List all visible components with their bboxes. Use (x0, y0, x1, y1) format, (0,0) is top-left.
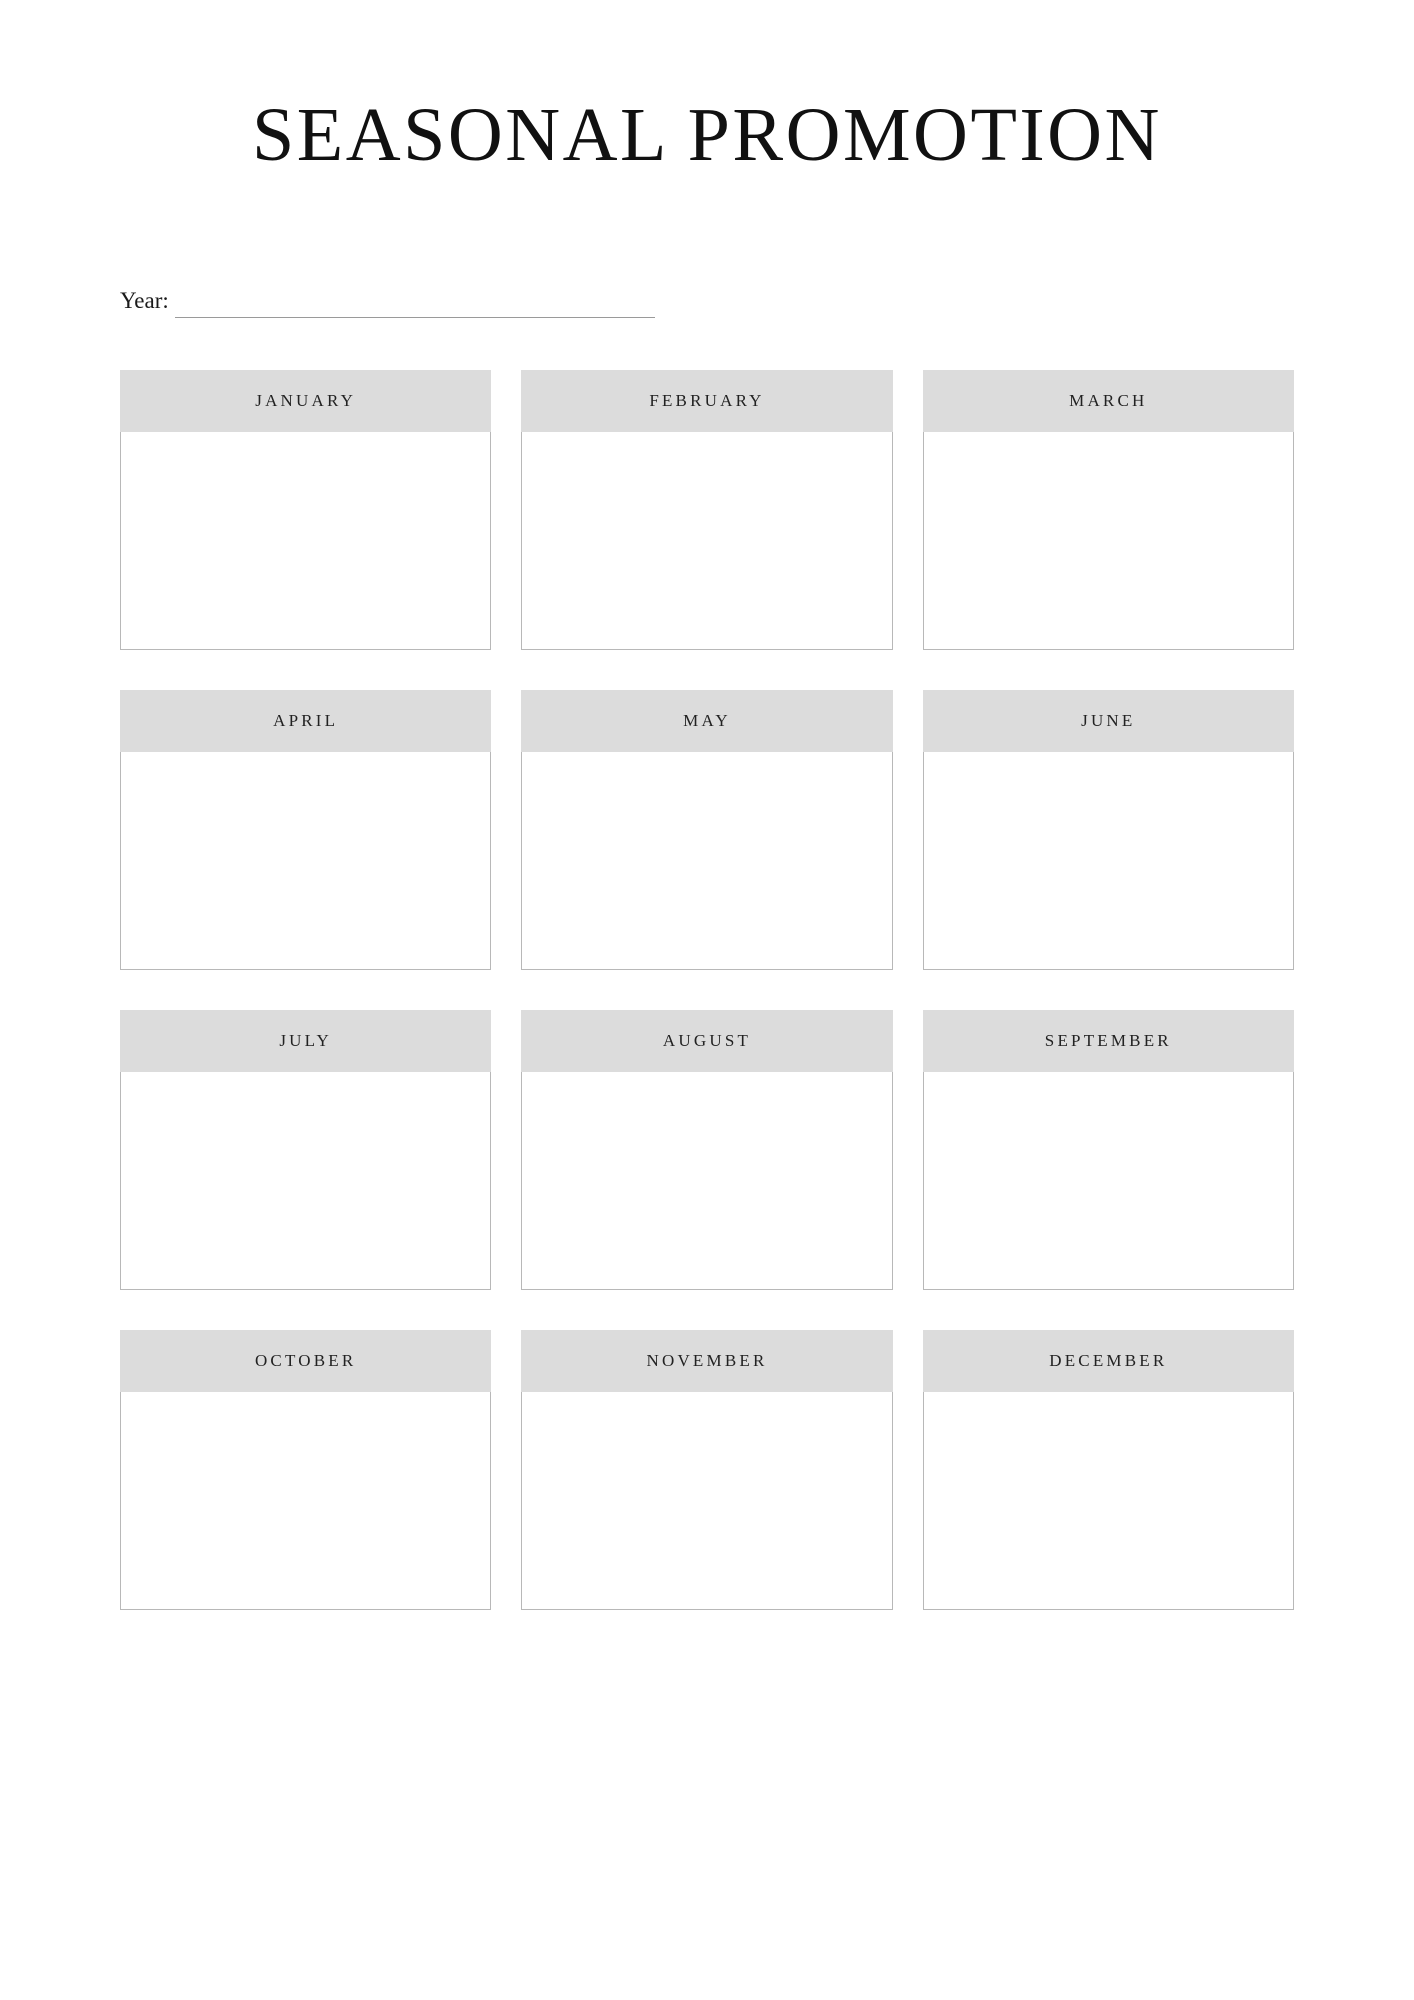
month-card-february (521, 370, 892, 650)
month-notes-february[interactable] (522, 432, 891, 649)
month-notes-september[interactable] (924, 1072, 1293, 1289)
year-input[interactable] (175, 284, 655, 317)
month-body-april[interactable] (120, 752, 491, 970)
month-header-april: APRIL (120, 690, 491, 752)
month-notes-november[interactable] (522, 1392, 891, 1609)
year-label: Year: (120, 287, 169, 313)
month-header-october: OCTOBER (120, 1330, 491, 1392)
month-notes-december[interactable] (924, 1392, 1293, 1609)
month-header-july: JULY (120, 1010, 491, 1072)
month-body-january[interactable] (120, 432, 491, 650)
month-body-august[interactable] (521, 1072, 892, 1290)
month-card-may (521, 690, 892, 970)
month-card-october (120, 1330, 491, 1610)
month-body-july[interactable] (120, 1072, 491, 1290)
month-body-october[interactable] (120, 1392, 491, 1610)
year-input-underline (175, 284, 655, 318)
month-header-february: FEBRUARY (521, 370, 892, 432)
month-card-january (120, 370, 491, 650)
month-notes-march[interactable] (924, 432, 1293, 649)
month-body-may[interactable] (521, 752, 892, 970)
month-card-april (120, 690, 491, 970)
month-card-march (923, 370, 1294, 650)
month-header-may: MAY (521, 690, 892, 752)
month-body-november[interactable] (521, 1392, 892, 1610)
month-notes-april[interactable] (121, 752, 490, 969)
month-card-september (923, 1010, 1294, 1290)
month-notes-august[interactable] (522, 1072, 891, 1289)
month-header-december: DECEMBER (923, 1330, 1294, 1392)
month-header-november: NOVEMBER (521, 1330, 892, 1392)
month-notes-october[interactable] (121, 1392, 490, 1609)
month-notes-june[interactable] (924, 752, 1293, 969)
month-body-september[interactable] (923, 1072, 1294, 1290)
month-body-june[interactable] (923, 752, 1294, 970)
months-grid (120, 370, 1294, 1610)
month-header-january: JANUARY (120, 370, 491, 432)
month-header-september: SEPTEMBER (923, 1010, 1294, 1072)
month-header-march: MARCH (923, 370, 1294, 432)
month-body-december[interactable] (923, 1392, 1294, 1610)
month-header-june: JUNE (923, 690, 1294, 752)
month-card-july (120, 1010, 491, 1290)
month-body-march[interactable] (923, 432, 1294, 650)
month-card-august (521, 1010, 892, 1290)
month-notes-july[interactable] (121, 1072, 490, 1289)
month-card-june (923, 690, 1294, 970)
month-header-august: AUGUST (521, 1010, 892, 1072)
month-card-december (923, 1330, 1294, 1610)
month-card-november (521, 1330, 892, 1610)
page-title: SEASONAL PROMOTION (252, 93, 1162, 177)
year-row (120, 284, 1294, 318)
month-notes-may[interactable] (522, 752, 891, 969)
month-body-february[interactable] (521, 432, 892, 650)
month-notes-january[interactable] (121, 432, 490, 649)
